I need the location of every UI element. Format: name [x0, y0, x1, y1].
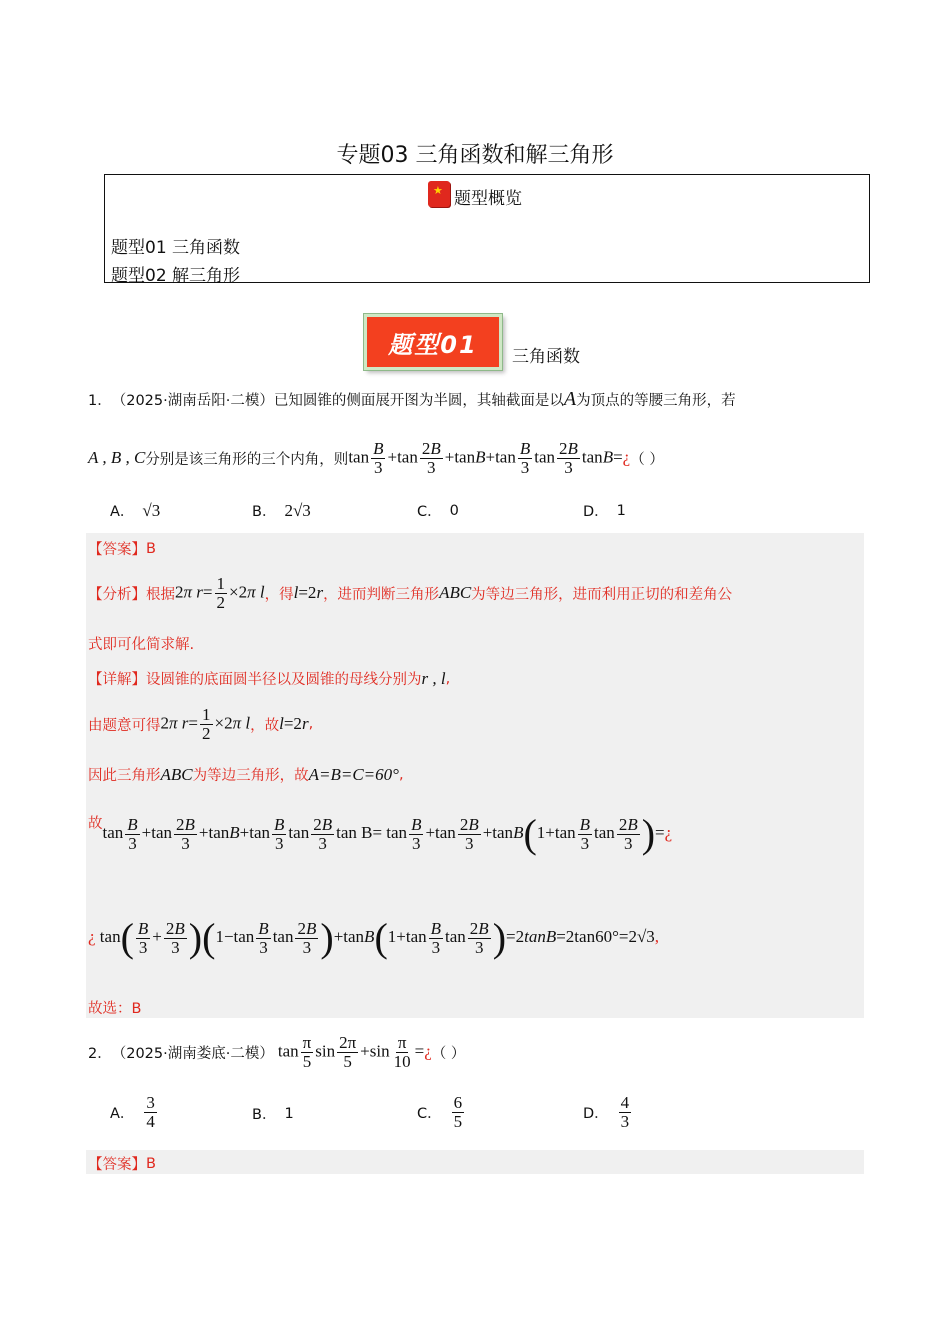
q1-option-c[interactable]: [417, 500, 459, 521]
q1-final: 故选：B: [88, 1001, 142, 1017]
q1-option-d[interactable]: [583, 500, 626, 521]
q1-detail-4: 故 tan $\frac{B}{3}$ +tan $\frac{2B}{3}$ +tanB+tan $\frac{B}{3}$ tan $\frac{2B}{3}$ tan B= tan $\frac{B}{3}$ +tan $\frac{2B}{3}$ +tanB(1+tan $\frac{B}{3}$ tan $\frac{2B}{3}$ )=¿: [88, 811, 673, 856]
analysis-text: 为等边三角形，进而利用正切的和差角公: [471, 586, 733, 603]
detail-text: 故: [88, 816, 103, 832]
q2-option-b[interactable]: [252, 1103, 294, 1124]
q1-blank: （ ）: [630, 451, 664, 468]
q1-source: （2025·湖南岳阳·二模）: [111, 393, 274, 409]
option-label: C．: [417, 504, 442, 520]
option-label: C．: [417, 1105, 442, 1122]
q1-number: 1．: [88, 393, 112, 409]
q2-option-c[interactable]: [417, 1094, 466, 1131]
detail-text: 由题意可得: [88, 717, 161, 734]
option-label: A．: [110, 504, 135, 520]
analysis-text: ，得: [264, 586, 294, 603]
q2-stem: [88, 1034, 465, 1071]
q2-answer-box: [86, 1150, 864, 1174]
overview-item[interactable]: 题型02 解三角形: [111, 266, 241, 286]
option-label: B．: [252, 504, 277, 520]
q1-stem-line1: [88, 388, 736, 411]
q1-detail-3: 因此三角形 ABC 为等边三角形，故 A=B=C=60° ,: [88, 764, 404, 784]
overview-heading: 题型概览: [454, 189, 522, 209]
detail-text: 为等边三角形，故: [192, 768, 309, 784]
q2-expression: tan $\frac{\pi}{5}$ sin $\frac{2\pi}{5}$ +sin $\frac{\pi}{10}$ =¿: [277, 1033, 432, 1071]
q1-stem-a: 已知圆锥的侧面展开图为半圆，其轴截面是以: [273, 393, 564, 409]
option-denominator: 4: [146, 1111, 155, 1131]
answer-value: B: [146, 1155, 156, 1172]
triangle-abc: ABC: [160, 764, 193, 784]
option-value: 1: [616, 502, 626, 519]
q1-detail-2: 由题意可得 2π r= $\frac{1}{2}$ ×2π l ，故 l=2r ,: [88, 705, 314, 743]
q2-number: 2．: [88, 1045, 112, 1062]
option-label: A．: [110, 1105, 135, 1122]
q2-option-a[interactable]: [110, 1094, 159, 1131]
q1-expression: tan $\frac{B}{3}$ +tan $\frac{2B}{3}$ +tanB+tan $\frac{B}{3}$ tan $\frac{2B}{3}$ tanB=¿: [348, 439, 631, 477]
analysis-text: ，进而判断三角形: [323, 586, 440, 603]
option-numerator: 4: [620, 1093, 630, 1112]
option-label: D．: [583, 504, 609, 520]
option-value: 2√3: [284, 500, 311, 520]
q2-option-d[interactable]: [583, 1094, 633, 1131]
detail-text: 设圆锥的底面圆半径以及圆锥的母线分别为: [146, 672, 422, 688]
detail-text: ，故: [250, 717, 280, 734]
option-label: B．: [252, 1107, 277, 1123]
q1-answer: [88, 538, 156, 559]
option-numerator: 3: [146, 1093, 155, 1112]
q1-option-a[interactable]: [110, 500, 160, 521]
analysis-tag: 【分析】: [88, 586, 146, 603]
option-denominator: 3: [620, 1111, 630, 1131]
q1-detail-1: 【详解】 设圆锥的底面圆半径以及圆锥的母线分别为 r , l ,: [88, 668, 451, 688]
book-icon: [428, 181, 450, 207]
vars-abc: A , B , C: [88, 448, 146, 468]
answer-tag: 【答案】: [88, 1157, 146, 1173]
answer-value: B: [146, 540, 156, 557]
q2-blank: （ ）: [431, 1045, 466, 1062]
detail-tag: 【详解】: [88, 672, 146, 688]
option-value: 0: [449, 502, 459, 519]
var-a: A: [563, 388, 577, 410]
vars-rl: r , l: [421, 668, 446, 688]
q1-option-b[interactable]: [252, 500, 311, 521]
option-value: 1: [284, 1105, 294, 1122]
section-label: 三角函数: [512, 347, 580, 367]
answer-tag: 【答案】: [88, 542, 146, 558]
q2-answer: [88, 1153, 156, 1174]
option-value: √3: [142, 500, 161, 520]
q1-stem-c: 分别是该三角形的三个内角，则: [145, 451, 349, 468]
page-title: 专题03 三角函数和解三角形: [336, 143, 614, 168]
q1-analysis: 【分析】 根据 2π r= $\frac{1}{2}$ ×2π l ，得 l=2r ，进而判断三角形 ABC 为等边三角形，进而利用正切的和差角公: [88, 574, 733, 612]
triangle-abc: ABC: [439, 583, 472, 603]
overview-header: [0, 178, 950, 209]
q1-stem-line2: [88, 440, 664, 477]
option-label: D．: [583, 1105, 609, 1122]
section-badge: 题型01: [364, 314, 502, 370]
detail-text: 因此三角形: [88, 768, 161, 784]
angle-equality: A=B=C=60°: [308, 764, 399, 784]
q1-analysis-cont: 式即可化简求解.: [88, 637, 195, 653]
option-numerator: 6: [453, 1093, 463, 1112]
q1-detail-5: ¿ tan( $\frac{B}{3}$ + $\frac{2B}{3}$ )(1−tan $\frac{B}{3}$ tan $\frac{2B}{3}$ )+tanB(1+tan $\frac{B}{3}$ tan $\frac{2B}{3}$ )=2tanB=2tan60°=2√3,: [88, 915, 660, 960]
analysis-text: 根据: [146, 586, 175, 603]
q1-stem-b: 为顶点的等腰三角形，若: [576, 393, 736, 409]
q2-source: （2025·湖南娄底·二模）: [111, 1045, 274, 1062]
option-denominator: 5: [453, 1111, 463, 1131]
overview-item[interactable]: 题型01 三角函数: [111, 238, 241, 258]
